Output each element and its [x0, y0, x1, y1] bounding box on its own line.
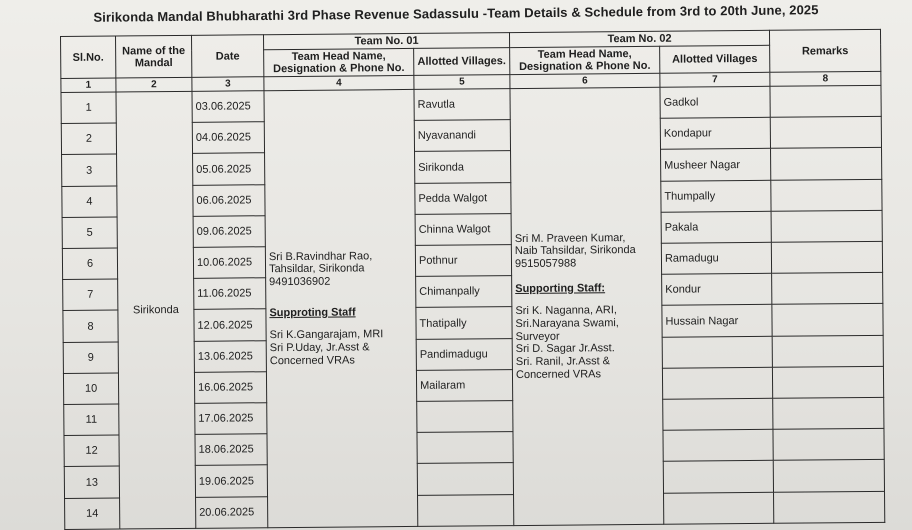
team2-village-cell: Hussain Nagar: [662, 305, 772, 337]
column-number: 7: [660, 72, 770, 87]
column-number: 1: [61, 78, 116, 92]
team1-village-cell: Thatipally: [416, 307, 512, 339]
team2-village-cell: [663, 461, 773, 493]
team2-village-cell: Thumpally: [661, 180, 771, 212]
header-sl-no: Sl.No.: [61, 36, 116, 78]
column-number: 6: [510, 73, 660, 88]
date-cell: 18.06.2025: [195, 434, 267, 466]
remarks-cell: [773, 460, 884, 492]
team2-village-cell: [664, 492, 774, 524]
team1-head-designation: Tahsildar, Sirikonda: [268, 262, 365, 276]
sl-no-cell: 4: [62, 186, 117, 218]
team2-staff-line: Surveyor: [515, 330, 560, 343]
team2-staff-line: Concerned VRAs: [515, 367, 602, 381]
team1-staff-line: Concerned VRAs: [269, 354, 355, 367]
remarks-cell: [773, 397, 884, 429]
team1-staff-heading: Supproting Staff: [269, 306, 356, 319]
team1-village-cell: [417, 432, 513, 464]
date-cell: 04.06.2025: [192, 122, 264, 154]
team2-village-cell: Gadkol: [660, 86, 770, 118]
date-cell: 20.06.2025: [196, 496, 268, 528]
header-team2-villages: Allotted Villages: [660, 45, 770, 73]
team2-village-cell: Kondapur: [660, 118, 770, 150]
date-cell: 03.06.2025: [192, 91, 264, 123]
header-team2-head: Team Head Name, Designation & Phone No.: [510, 46, 660, 74]
remarks-cell: [772, 273, 883, 305]
team2-head-designation: Naib Tahsildar, Sirikonda: [514, 244, 636, 258]
sl-no-cell: 10: [63, 373, 118, 405]
remarks-cell: [771, 210, 882, 242]
team2-head-name: Sri M. Praveen Kumar,: [514, 231, 626, 245]
team2-head-phone: 9515057988: [514, 257, 577, 271]
column-number: 4: [264, 75, 414, 90]
team2-village-cell: [662, 367, 772, 399]
team1-village-cell: Mailaram: [416, 369, 512, 401]
date-cell: 06.06.2025: [193, 184, 265, 216]
team1-village-cell: [417, 463, 513, 495]
remarks-cell: [770, 117, 881, 149]
header-remarks: Remarks: [769, 29, 880, 72]
team1-village-cell: Chimanpally: [416, 276, 512, 308]
date-cell: 09.06.2025: [193, 216, 265, 248]
date-cell: 17.06.2025: [195, 403, 267, 435]
team2-staff-line: Sri. Ranil, Jr.Asst &: [515, 355, 611, 368]
sl-no-cell: 8: [63, 310, 118, 342]
date-cell: 10.06.2025: [193, 247, 265, 279]
team1-head-phone: 9491036902: [269, 275, 331, 289]
header-team-1: Team No. 01: [263, 33, 509, 50]
sl-no-cell: 9: [63, 342, 118, 374]
column-number: 3: [192, 77, 264, 92]
team1-village-cell: Nyavanandi: [414, 120, 510, 152]
team2-village-cell: Kondur: [662, 274, 772, 306]
sl-no-cell: 11: [64, 404, 119, 436]
sl-no-cell: 3: [62, 154, 117, 186]
mandal-name-cell: Sirikonda: [116, 91, 196, 529]
sl-no-cell: 5: [62, 217, 117, 249]
remarks-cell: [771, 241, 882, 273]
team1-head-name: Sri B.Ravindhar Rao,: [268, 250, 373, 263]
team2-village-cell: Pakala: [661, 211, 771, 243]
remarks-cell: [772, 335, 883, 367]
header-team1-head: Team Head Name, Designation & Phone No.: [264, 48, 414, 76]
sl-no-cell: 13: [64, 466, 119, 498]
team2-village-cell: [663, 398, 773, 430]
team1-village-cell: [417, 401, 513, 433]
team1-village-cell: [418, 494, 514, 526]
sl-no-cell: 7: [63, 279, 118, 311]
team2-village-cell: Ramadugu: [661, 242, 771, 274]
date-cell: 12.06.2025: [194, 309, 266, 341]
team2-staff-line: Sri.Narayana Swami,: [515, 317, 619, 331]
sl-no-cell: 2: [61, 123, 116, 155]
team1-village-cell: Sirikonda: [415, 151, 511, 183]
header-mandal: Name of the Mandal: [116, 35, 192, 78]
schedule-table: [60, 29, 885, 530]
team1-village-cell: Ravutla: [414, 89, 510, 121]
team1-staff-line: Sri P.Uday, Jr.Asst &: [269, 341, 370, 355]
sl-no-cell: 6: [62, 248, 117, 280]
team2-staff-line: Sri D. Sagar Jr.Asst.: [515, 342, 615, 356]
team1-village-cell: Pandimadugu: [416, 338, 512, 370]
team2-village-cell: [662, 336, 772, 368]
team1-head-block: [264, 89, 418, 527]
team2-village-cell: Musheer Nagar: [661, 149, 771, 181]
header-team-2: Team No. 02: [509, 30, 769, 47]
sl-no-cell: 14: [65, 498, 120, 530]
column-number: 2: [116, 77, 192, 92]
remarks-cell: [771, 148, 882, 180]
header-date: Date: [191, 35, 263, 78]
date-cell: 11.06.2025: [194, 278, 266, 310]
sl-no-cell: 12: [64, 435, 119, 467]
date-cell: 19.06.2025: [195, 465, 267, 497]
remarks-cell: [772, 366, 883, 398]
date-cell: 16.06.2025: [194, 372, 266, 404]
date-cell: 05.06.2025: [193, 153, 265, 185]
document-title: Sirikonda Mandal Bhubharathi 3rd Phase Revenue Sadassulu -Team Details & Schedule from 3rd to 20th June, 2025: [93, 2, 819, 25]
team1-village-cell: Chinna Walgot: [415, 213, 511, 245]
column-number: 8: [770, 71, 881, 86]
remarks-cell: [773, 429, 884, 461]
team2-head-block: [510, 87, 664, 525]
team2-staff-heading: Supporting Staff:: [515, 281, 606, 295]
remarks-cell: [770, 85, 881, 117]
column-number: 5: [414, 75, 510, 90]
team2-staff-line: Sri K. Naganna, ARI,: [515, 304, 617, 318]
team1-village-cell: Pedda Walgot: [415, 182, 511, 214]
remarks-cell: [774, 491, 885, 523]
sl-no-cell: 1: [61, 92, 116, 124]
team1-staff-line: Sri K.Gangarajam, MRI: [269, 328, 384, 342]
header-team1-villages: Allotted Villages.: [414, 48, 510, 76]
remarks-cell: [771, 179, 882, 211]
date-cell: 13.06.2025: [194, 340, 266, 372]
remarks-cell: [772, 304, 883, 336]
team1-village-cell: Pothnur: [415, 245, 511, 277]
team2-village-cell: [663, 430, 773, 462]
